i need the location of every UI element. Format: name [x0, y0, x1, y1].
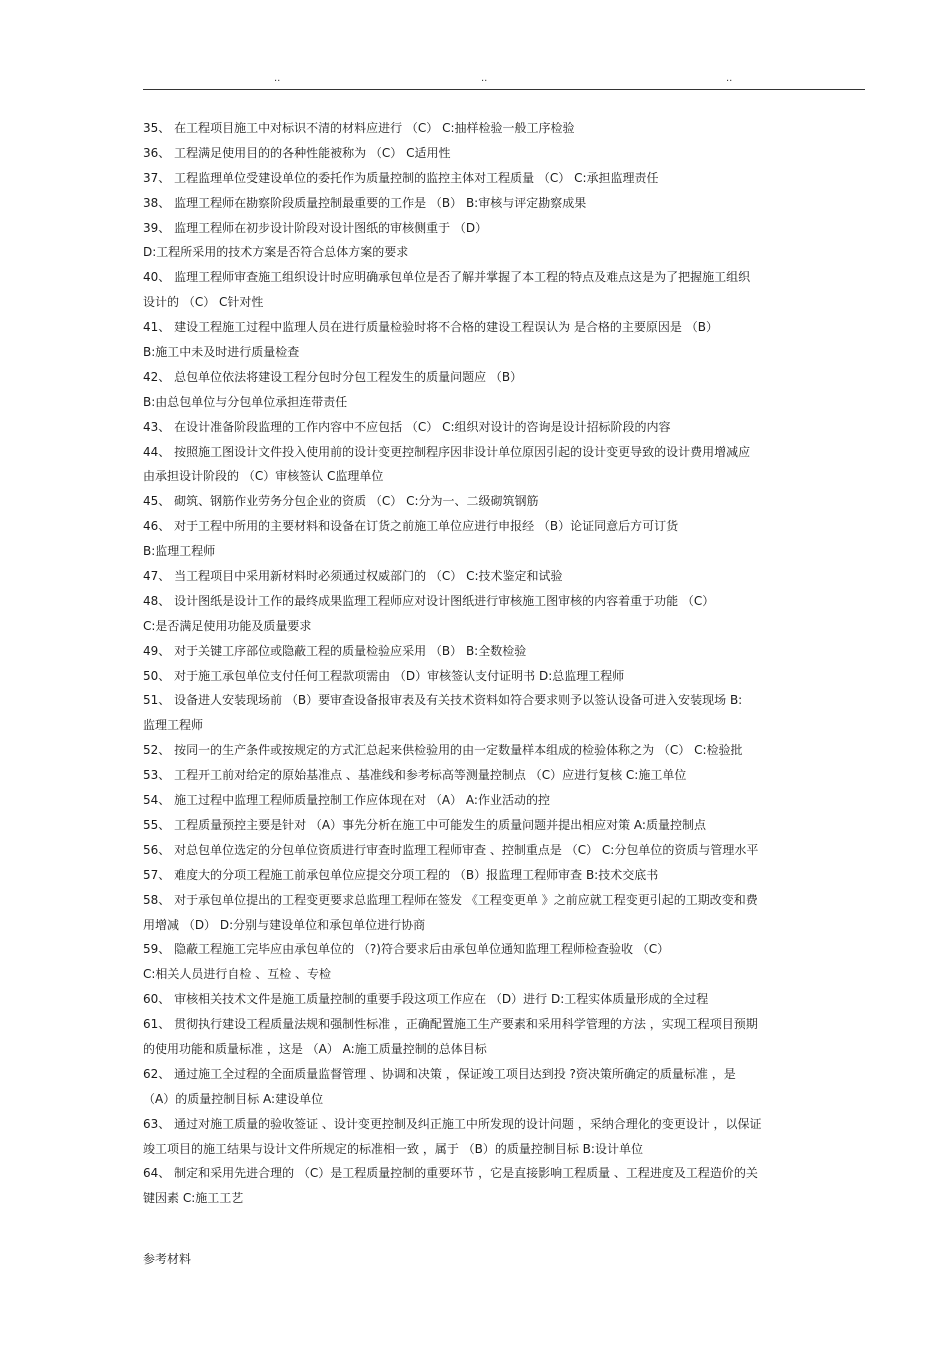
header-dots-center: ..: [481, 73, 488, 84]
text-line: 64、 制定和采用先进合理的 （C）是工程质量控制的重要环节 ，它是直接影响工程质量 、工程进度及工程造价的关: [143, 1166, 758, 1181]
header-dots-right: ..: [726, 73, 733, 84]
text-line: 38、 监理工程师在勘察阶段质量控制最重要的工作是 （B） B:审核与评定勘察成果: [143, 195, 587, 210]
text-line: 40、 监理工程师审查施工组织设计时应明确承包单位是否了解并掌握了本工程的特点及难点这是为了把握施工组织: [143, 270, 751, 285]
text-line: 54、 施工过程中监理工程师质量控制工作应体现在对 （A） A:作业活动的控: [143, 793, 550, 808]
text-line: 37、 工程监理单位受建设单位的委托作为质量控制的监控主体对工程质量 （C） C:承担监理责任: [143, 170, 659, 185]
text-line: （A）的质量控制目标 A:建设单位: [143, 1091, 324, 1106]
text-line: 55、 工程质量预控主要是针对 （A）事先分析在施工中可能发生的质量问题并提出相应对策 A:质量控制点: [143, 817, 706, 832]
text-line: 46、 对于工程中所用的主要材料和设备在订货之前施工单位应进行申报经 （B）论证同意后方可订货: [143, 519, 679, 534]
text-line: 45、 砌筑、钢筋作业劳务分包企业的资质 （C） C:分为一、二级砌筑钢筋: [143, 494, 539, 509]
text-line: D:工程所采用的技术方案是否符合总体方案的要求: [143, 245, 409, 260]
text-line: B:监理工程师: [143, 544, 216, 559]
text-line: 52、 按同一的生产条件或按规定的方式汇总起来供检验用的由一定数量样本组成的检验体称之为 （C） C:检验批: [143, 743, 743, 758]
text-line: B:施工中未及时进行质量检查: [143, 345, 300, 360]
text-line: 监理工程师: [143, 718, 204, 733]
text-line: 39、 监理工程师在初步设计阶段对设计图纸的审核侧重于 （D）: [143, 220, 488, 235]
text-line: 42、 总包单位依法将建设工程分包时分包工程发生的质量问题应 （B）: [143, 369, 523, 384]
text-line: 49、 对于关键工序部位或隐蔽工程的质量检验应采用 （B） B:全数检验: [143, 643, 527, 658]
text-line: 58、 对于承包单位提出的工程变更要求总监理工程师在签发 《工程变更单 》之前应就工程变更引起的工期改变和费: [143, 892, 758, 907]
text-line: 36、 工程满足使用目的的各种性能被称为 （C） C适用性: [143, 145, 451, 160]
text-line: 由承担设计阶段的 （C）审核签认 C监理单位: [143, 469, 384, 484]
text-line: 53、 工程开工前对给定的原始基准点 、基准线和参考标高等测量控制点 （C）应进行复核 C:施工单位: [143, 768, 687, 783]
text-line: 44、 按照施工图设计文件投入使用前的设计变更控制程序因非设计单位原因引起的设计变更导致的设计费用增减应: [143, 444, 751, 459]
text-line: 竣工项目的施工结果与设计文件所规定的标准相一致 ，属于 （B）的质量控制目标 B:设计单位: [143, 1141, 643, 1156]
text-line: 59、 隐蔽工程施工完毕应由承包单位的 （?)符合要求后由承包单位通知监理工程师检查验收 （C）: [143, 942, 670, 957]
text-line: C:是否满足使用功能及质量要求: [143, 618, 312, 633]
text-line: 用增减 （D） D:分别与建设单位和承包单位进行协商: [143, 917, 426, 932]
header-rule: [143, 89, 865, 90]
text-line: 43、 在设计准备阶段监理的工作内容中不应包括 （C） C:组织对设计的咨询是设计招标阶段的内容: [143, 419, 671, 434]
text-line: 设计的 （C） C针对性: [143, 295, 264, 310]
text-line: B:由总包单位与分包单位承担连带责任: [143, 394, 348, 409]
text-line: 51、 设备进人安装现场前 （B）要审查设备报审表及有关技术资料如符合要求则予以签认设备可进入安装现场 B:: [143, 693, 743, 708]
text-line: 57、 难度大的分项工程施工前承包单位应提交分项工程的 （B）报监理工程师审查 B:技术交底书: [143, 867, 659, 882]
footer-text: 参考材料: [143, 1252, 192, 1266]
text-line: C:相关人员进行自检 、互检 、专检: [143, 967, 332, 982]
text-line: 56、 对总包单位选定的分包单位资质进行审查时监理工程师审查 、控制重点是 （C） C:分包单位的资质与管理水平: [143, 842, 759, 857]
text-line: 键因素 C:施工工艺: [143, 1191, 244, 1206]
text-line: 50、 对于施工承包单位支付任何工程款项需由 （D）审核签认支付证明书 D:总监理工程师: [143, 668, 625, 683]
text-line: 47、 当工程项目中采用新材料时必须通过权威部门的 （C） C:技术鉴定和试验: [143, 569, 563, 584]
question-list: [143, 120, 868, 1215]
header-dots-left: ..: [274, 73, 281, 84]
text-line: 61、 贯彻执行建设工程质量法规和强制性标准 ，正确配置施工生产要素和采用科学管理的方法 ，实现工程项目预期: [143, 1017, 758, 1032]
text-line: 41、 建设工程施工过程中监理人员在进行质量检验时将不合格的建设工程误认为 是合格的主要原因是 （B）: [143, 320, 718, 335]
text-line: 63、 通过对施工质量的验收签证 、设计变更控制及纠正施工中所发现的设计问题 ，采纳合理化的变更设计 ，以保证: [143, 1116, 762, 1131]
text-line: 35、 在工程项目施工中对标识不清的材料应进行 （C） C:抽样检验一般工序检验: [143, 121, 575, 135]
text-line: 60、 审核相关技术文件是施工质量控制的重要手段这项工作应在 （D）进行 D:工程实体质量形成的全过程: [143, 992, 709, 1007]
text-line: 48、 设计图纸是设计工作的最终成果监理工程师应对设计图纸进行审核施工图审核的内容着重于功能 （C）: [143, 593, 715, 608]
text-line: 62、 通过施工全过程的全面质量监督管理 、协调和决策 ，保证竣工项目达到投 ?资决策所确定的质量标准 ，是: [143, 1066, 736, 1081]
text-line: 的使用功能和质量标准 ，这是 （A） A:施工质量控制的总体目标: [143, 1041, 487, 1056]
